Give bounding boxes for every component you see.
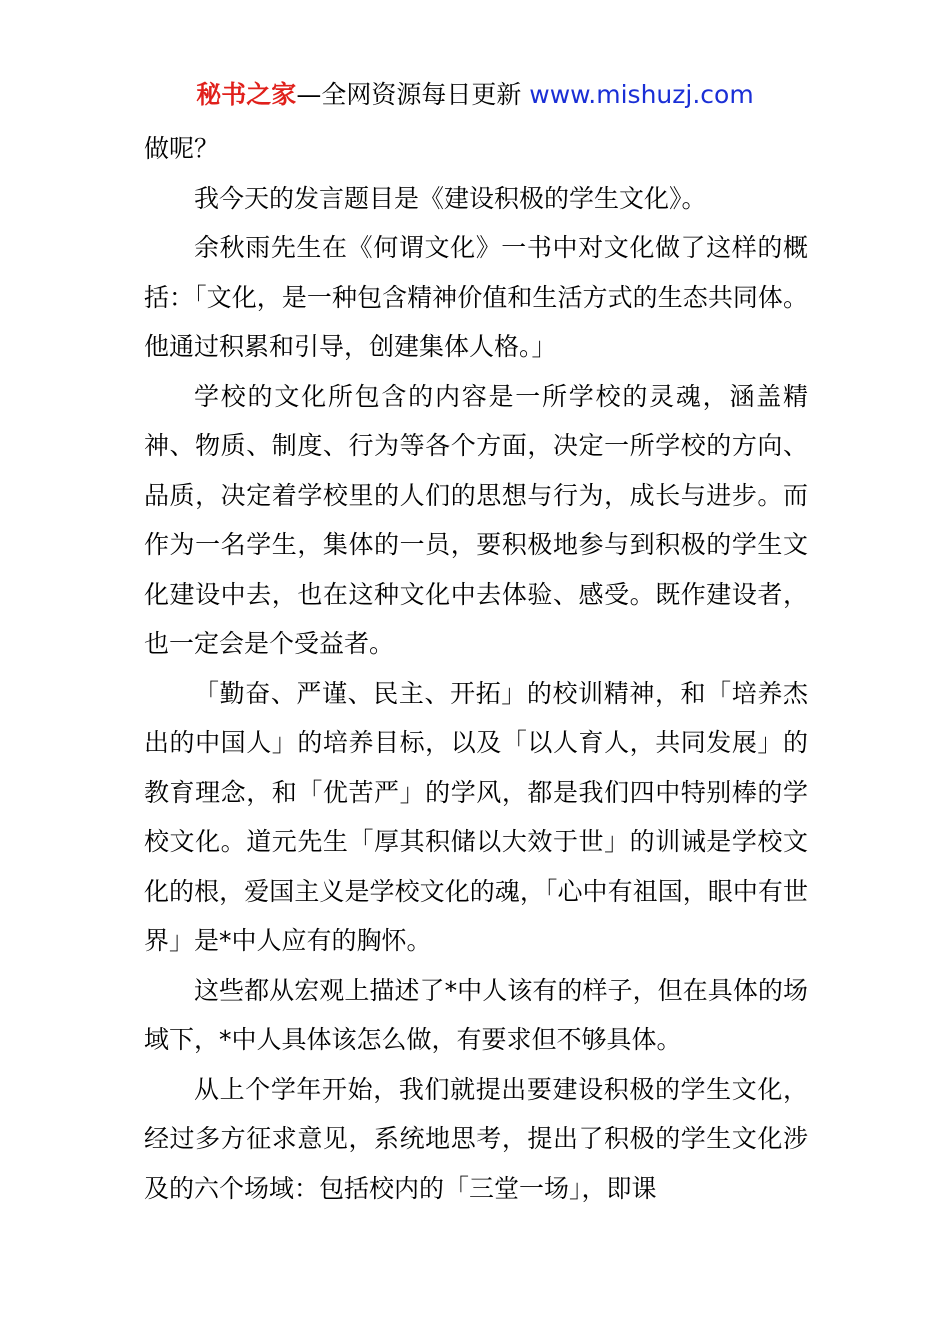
brand-name: 秘书之家 [196, 80, 297, 109]
paragraph: 学校的文化所包含的内容是一所学校的灵魂，涵盖精神、物质、制度、行为等各个方面，决定一所学校的方向、品质，决定着学校里的人们的思想与行为，成长与进步。而作为一名学生，集体的一员，要积极地参与到积极的学生文化建设中去，也在这种文化中去体验、感受。既作建设者，也一定会是个受益者。 [144, 381, 808, 658]
paragraph: 余秋雨先生在《何谓文化》一书中对文化做了这样的概括：「文化，是一种包含精神价值和生活方式的生态共同体。他通过积累和引导，创建集体人格。」 [144, 233, 808, 361]
header-url-link[interactable]: www.mishuzj.com [529, 80, 754, 109]
page-header [0, 78, 950, 112]
header-tagline: —全网资源每日更新 [296, 80, 530, 109]
paragraph-continuation: 做呢？ [144, 134, 220, 163]
paragraph: 我今天的发言题目是《建设积极的学生文化》。 [194, 183, 707, 213]
paragraph: 从上个学年开始，我们就提出要建设积极的学生文化，经过多方征求意见，系统地思考，提出了积极的学生文化涉及的六个场域：包括校内的「三堂一场」，即课 [144, 1074, 808, 1203]
document-body [144, 124, 808, 1213]
paragraph: 「勤奋、严谨、民主、开拓」的校训精神，和「培养杰出的中国人」的培养目标，以及「以人育人，共同发展」的教育理念，和「优苦严」的学风，都是我们四中特别棒的学校文化。道元先生「厚其积储以大效于世」的训诫是学校文化的根，爱国主义是学校文化的魂，「心中有祖国，眼中有世界」是*中人应有的胸怀。 [144, 678, 808, 955]
paragraph: 这些都从宏观上描述了*中人该有的样子，但在具体的场域下，*中人具体该怎么做，有要求但不够具体。 [144, 975, 808, 1054]
